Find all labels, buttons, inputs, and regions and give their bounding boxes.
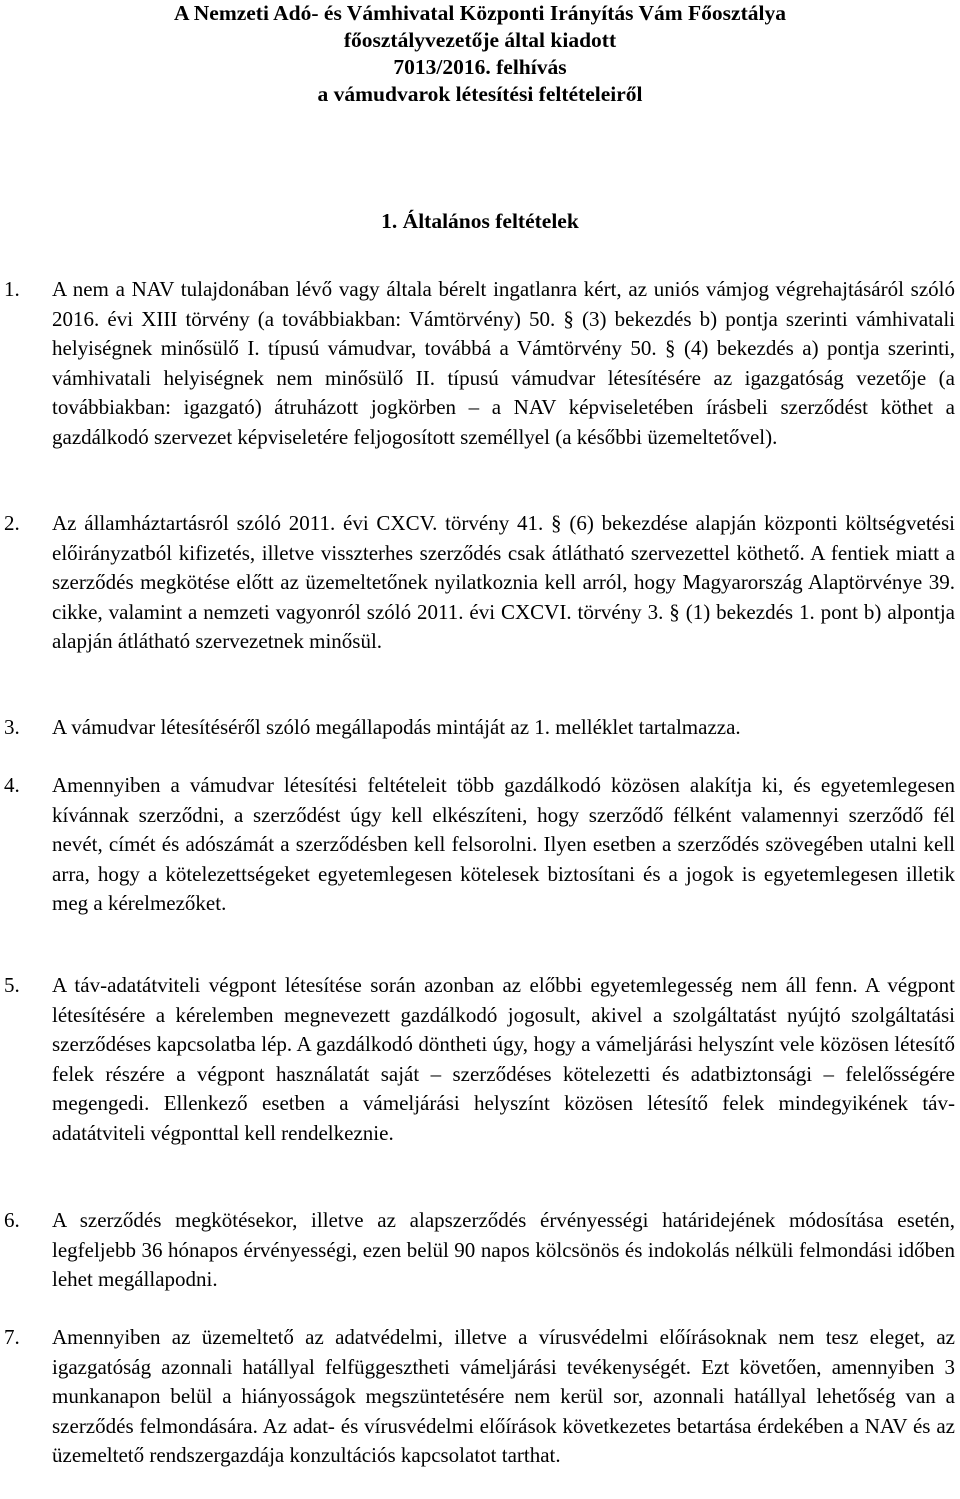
item-text-4: Amennyiben a vámudvar létesítési feltételeit több gazdálkodó közösen alakítja ki, és egyetemlegesen kívánnak szerződni, a szerződést úgy kell elkészíteni, hogy szerződő félként valamennyi szerződő fél nevét, címét és adószámát a szerződésben kell felsorolni. Ilyen esetben a szerződés szövegében utalni kell arra, hogy a kötelezettségeket egyetemlegesen kötelesek biztosítani és a jogok is egyetemlegesen illetik meg a kérelmezőket. bbox=[52, 773, 955, 915]
item-number-5: 5. bbox=[4, 973, 20, 997]
item-number-7: 7. bbox=[4, 1325, 20, 1349]
item-text-7: Amennyiben az üzemeltető az adatvédelmi, illetve a vírusvédelmi előírásoknak nem tesz eleget, az igazgatóság azonnali hatállyal felfüggesztheti vámeljárási tevékenységét. Ezt követően, amennyiben 3 munkanapon belül a hiányosságok megszüntetésére nem kerül sor, azonnali hatállyal lehetőség van a szerződés felmondására. Az adat- és vírusvédelmi előírások következetes betartása érdekében a NAV és az üzemeltető rendszergazdája konzultációs kapcsolatot tarthat. bbox=[52, 1325, 955, 1467]
item-number-3: 3. bbox=[4, 715, 20, 739]
item-text-6: A szerződés megkötésekor, illetve az alapszerződés érvényességi határidejének módosítása esetén, legfeljebb 36 hónapos érvényességi, ezen belül 90 napos kölcsönös és indokolás nélküli felmondási időben lehet megállapodni. bbox=[52, 1208, 955, 1291]
item-text-5: A táv-adatátviteli végpont létesítése során azonban az előbbi egyetemlegesség nem áll fenn. A végpont létesítésére a kérelemben megnevezett gazdálkodó jogosult, akivel a szolgáltatást nyújtó szolgáltatási szerződéses kapcsolatba lép. A gazdálkodó döntheti úgy, hogy a vámeljárási helyszínt vele közösen létesítő felek részére a végpont használatát saját – szerződéses kötelezetti és adatbiztonsági – felelősségére megengedi. Ellenkező esetben a vámeljárási helyszínt közösen létesítő felek mindegyikének táv-adatátviteli végponttal kell rendelkeznie. bbox=[52, 973, 955, 1145]
item-number-4: 4. bbox=[4, 773, 20, 797]
document-title-line-2: főosztályvezetője által kiadott bbox=[343, 28, 617, 52]
document-title-line-1: A Nemzeti Adó- és Vámhivatal Központi Irányítás Vám Főosztálya bbox=[174, 1, 786, 25]
item-number-1: 1. bbox=[4, 277, 20, 301]
item-number-6: 6. bbox=[4, 1208, 20, 1232]
item-number-2: 2. bbox=[4, 511, 20, 535]
item-text-3: A vámudvar létesítéséről szóló megállapodás mintáját az 1. melléklet tartalmazza. bbox=[52, 715, 741, 739]
item-text-2: Az államháztartásról szóló 2011. évi CXCV. törvény 41. § (6) bekezdése alapján központi költségvetési előirányzatból kifizetés, illetve visszterhes szerződés csak átlátható szervezettel köthető. A fentiek miatt a szerződés megkötése előtt az üzemeltetőnek nyilatkoznia kell arról, hogy Magyarország Alaptörvénye 39. cikke, valamint a nemzeti vagyonról szóló 2011. évi CXCVI. törvény 3. § (1) bekezdés 1. pont b) alpontja alapján átlátható szervezetnek minősül. bbox=[52, 511, 955, 653]
section-heading: 1. Általános feltételek bbox=[381, 209, 579, 233]
item-text-1: A nem a NAV tulajdonában lévő vagy általa bérelt ingatlanra kért, az uniós vámjog végrehajtásáról szóló 2016. évi XIII törvény (a továbbiakban: Vámtörvény) 50. § (3) bekezdés b) pontja szerinti vámhivatali helyiségnek minősülő I. típusú vámudvar, továbbá a Vámtörvény 50. § (4) bekezdés a) pontja szerinti, vámhivatali helyiségnek nem minősülő II. típusú vámudvar létesítésére az igazgatóság vezetője (a továbbiakban: igazgató) átruházott jogkörben – a NAV képviseletében írásbeli szerződést köthet a gazdálkodó szervezet képviseletére feljogosított személlyel (a későbbi üzemeltetővel). bbox=[52, 277, 955, 449]
document-title-line-3: 7013/2016. felhívás bbox=[393, 55, 567, 79]
document-title-line-4: a vámudvarok létesítési feltételeiről bbox=[317, 82, 643, 106]
